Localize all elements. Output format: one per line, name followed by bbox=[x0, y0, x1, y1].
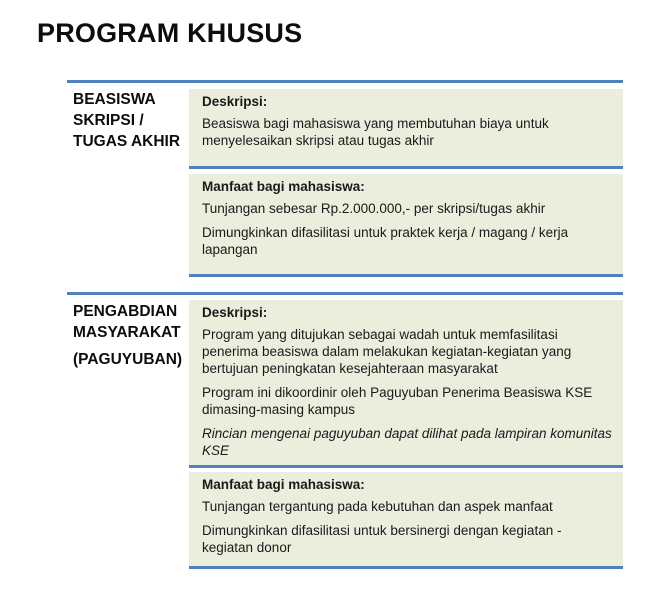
deskripsi-text: Beasiswa bagi mahasiswa yang membutuhan biaya untuk menyelesaikan skripsi atau tugas akhir bbox=[202, 116, 549, 148]
deskripsi-heading: Deskripsi: bbox=[202, 305, 268, 320]
section-label-line: (PAGUYUBAN) bbox=[73, 351, 183, 368]
divider bbox=[189, 166, 623, 169]
manfaat-heading: Manfaat bagi mahasiswa: bbox=[202, 179, 365, 194]
divider bbox=[67, 292, 623, 295]
section-label-line: SKRIPSI / bbox=[73, 112, 144, 129]
deskripsi-text: Program ini dikoordinir oleh Paguyuban Penerima Beasiswa KSE dimasing-masing kampus bbox=[202, 385, 593, 417]
manfaat-text: Dimungkinkan difasilitasi untuk praktek kerja / magang / kerja lapangan bbox=[202, 225, 569, 257]
section-pengabdian-masyarakat bbox=[67, 292, 623, 572]
divider bbox=[189, 465, 623, 468]
section-label bbox=[73, 89, 191, 152]
section-label-line: BEASISWA bbox=[73, 91, 156, 108]
section-beasiswa-skripsi bbox=[67, 80, 623, 280]
manfaat-text: Tunjangan sebesar Rp.2.000.000,- per skripsi/tugas akhir bbox=[202, 201, 546, 216]
section-label bbox=[73, 301, 191, 370]
deskripsi-box bbox=[189, 300, 623, 468]
manfaat-heading: Manfaat bagi mahasiswa: bbox=[202, 477, 365, 492]
deskripsi-text: Program yang ditujukan sebagai wadah untuk memfasilitasi penerima beasiswa dalam melakukan kegiatan-kegiatan yang bertujuan peningkatan kesejahteraan masyarakat bbox=[202, 327, 572, 376]
deskripsi-box bbox=[189, 89, 623, 169]
divider bbox=[189, 274, 623, 277]
deskripsi-heading: Deskripsi: bbox=[202, 94, 268, 109]
manfaat-box bbox=[189, 472, 623, 569]
divider bbox=[189, 566, 623, 569]
section-label-line: TUGAS AKHIR bbox=[73, 133, 181, 150]
manfaat-text: Tunjangan tergantung pada kebutuhan dan aspek manfaat bbox=[202, 499, 553, 514]
manfaat-text: Dimungkinkan difasilitasi untuk bersinergi dengan kegiatan - kegiatan donor bbox=[202, 523, 562, 555]
deskripsi-text: Rincian mengenai paguyuban dapat dilihat pada lampiran komunitas KSE bbox=[202, 426, 612, 458]
page-title: PROGRAM KHUSUS bbox=[37, 18, 303, 48]
section-label-line: PENGABDIAN bbox=[73, 303, 178, 320]
manfaat-box bbox=[189, 174, 623, 277]
divider bbox=[67, 80, 623, 83]
section-label-line: MASYARAKAT bbox=[73, 324, 181, 341]
